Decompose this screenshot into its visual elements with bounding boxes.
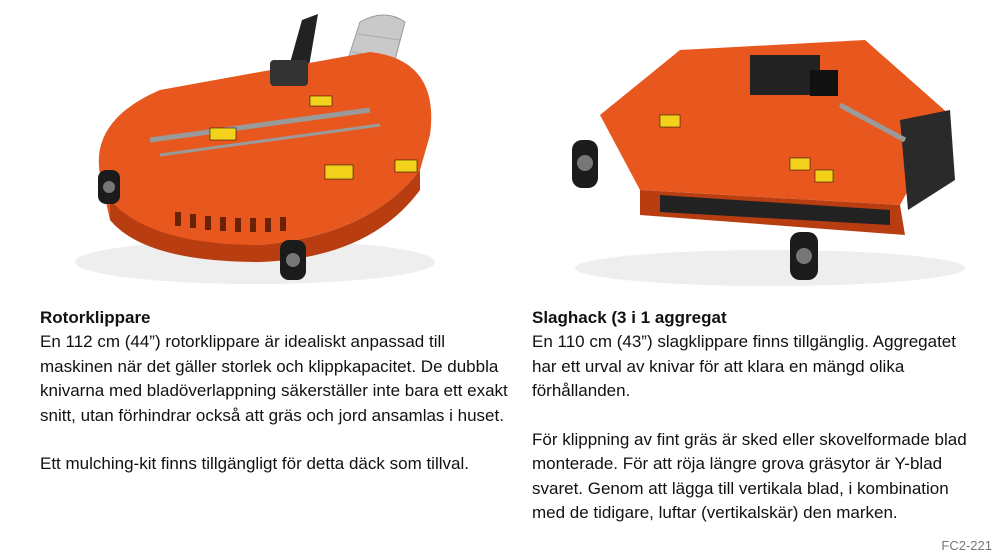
flail-mower-section bbox=[532, 306, 982, 526]
rotary-mower-section bbox=[40, 306, 510, 477]
rotary-mower-description: En 112 cm (44”) rotorklippare är idealiskt anpassad till maskinen när det gäller storlek och klippkapacitet. De dubbla knivarna med bladöverlappning säkerställer inte bara ett exakt snitt, utan förhindrar också att gräs och jord ansamlas i huset. bbox=[40, 332, 508, 425]
figure-code: FC2-221 bbox=[941, 538, 992, 553]
blade-types-description: För klippning av fint gräs är sked eller skovelformade blad monterade. För att röja längre grova gräsytor är Y-blad svaret. Genom att lägga till vertikala blad, i kombination med de tidigare, luftar (vertikalskär) den marken. bbox=[532, 430, 967, 523]
flail-mower-image bbox=[560, 0, 980, 295]
flail-mower-title: Slaghack (3 i 1 aggregat bbox=[532, 308, 727, 327]
flail-mower-description: En 110 cm (43”) slagklippare finns tillgänglig. Aggregatet har ett urval av knivar för att klara en mängd olika förhållanden. bbox=[532, 332, 956, 401]
rotary-mower-title: Rotorklippare bbox=[40, 308, 151, 327]
mulching-kit-note: Ett mulching-kit finns tillgängligt för detta däck som tillval. bbox=[40, 454, 469, 474]
rotary-mower-image bbox=[40, 0, 440, 295]
